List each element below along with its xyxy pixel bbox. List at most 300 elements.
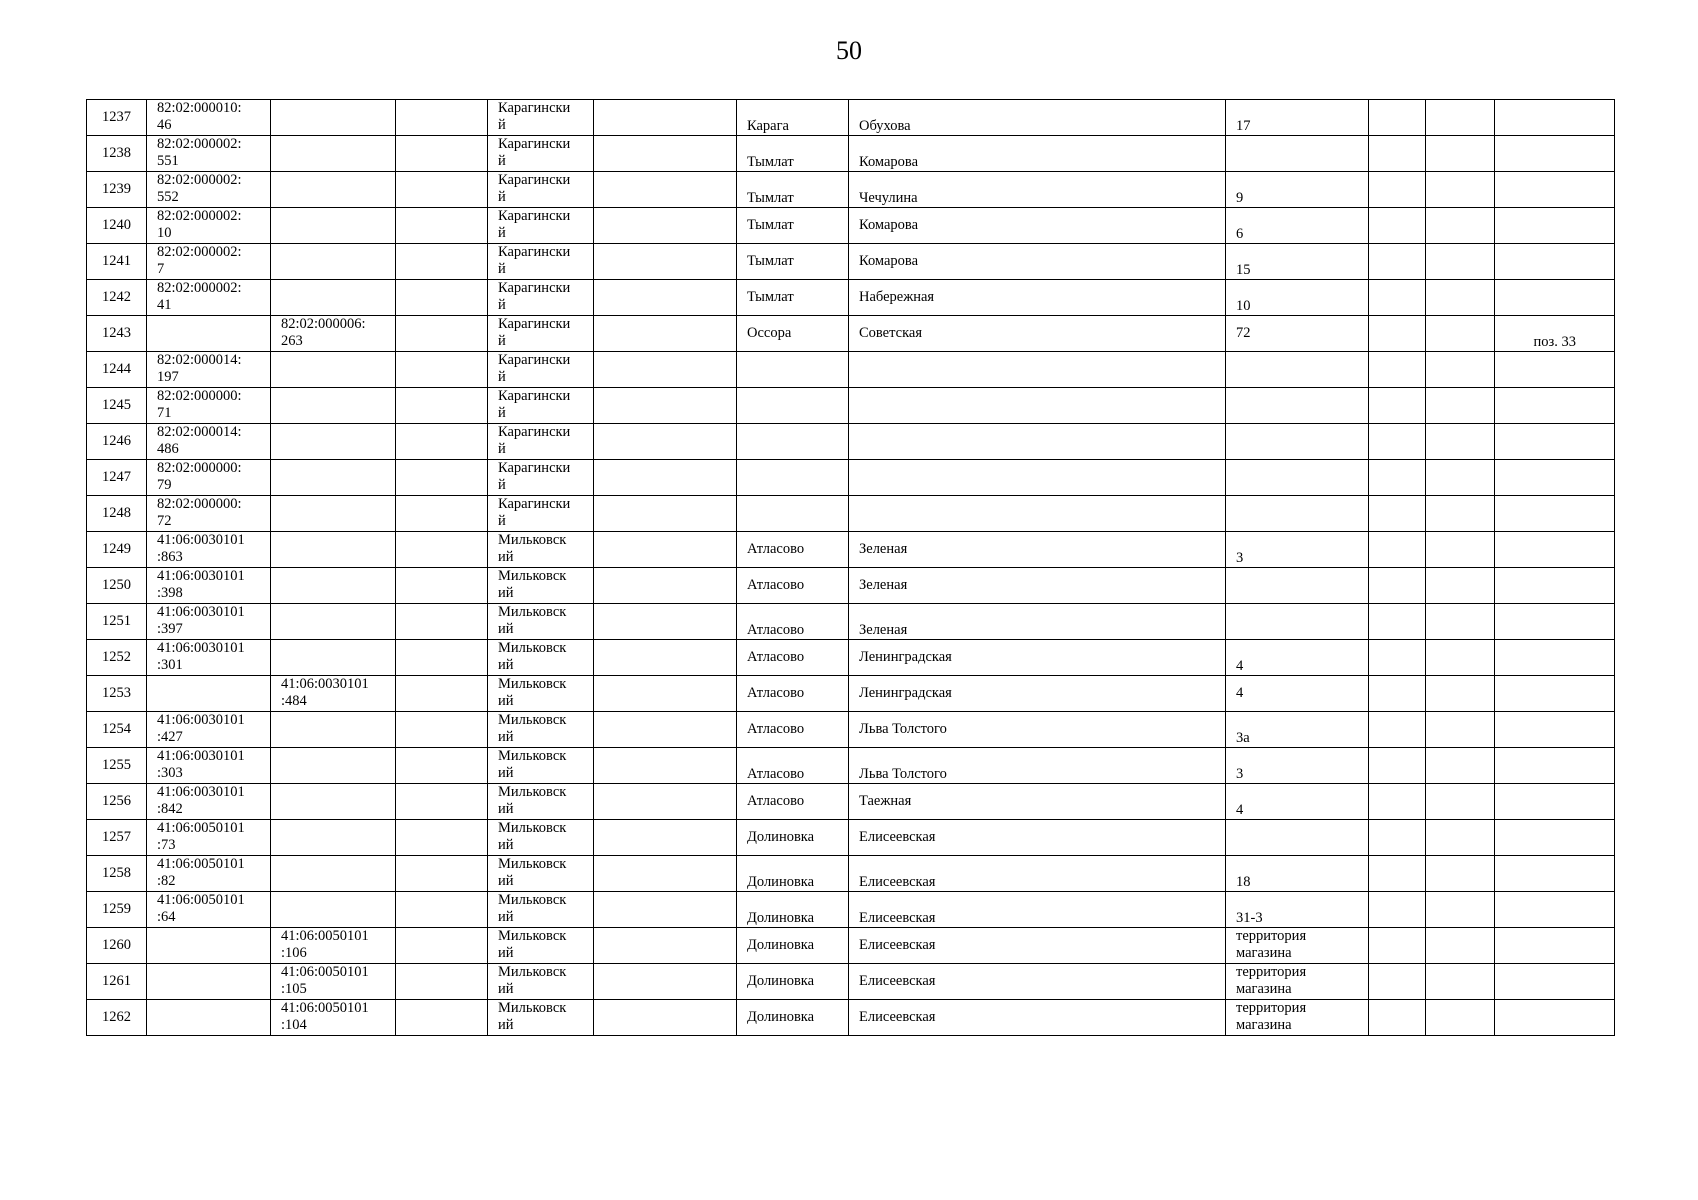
empty-cell <box>1369 964 1426 1000</box>
empty-cell <box>1369 244 1426 280</box>
empty-cell <box>396 280 488 316</box>
empty-cell <box>1369 172 1426 208</box>
empty-cell <box>396 712 488 748</box>
empty-cell <box>1426 532 1495 568</box>
table-row <box>87 1000 1615 1036</box>
empty-cell <box>396 532 488 568</box>
settlement-cell: Атласово <box>737 640 849 676</box>
cadastral-number-alt-cell: 41:06:0050101 :104 <box>271 1000 396 1036</box>
street-cell: Льва Толстого <box>849 712 1226 748</box>
cadastral-number-cell: 82:02:000002: 10 <box>147 208 271 244</box>
note-cell <box>1495 1000 1615 1036</box>
row-number-cell: 1241 <box>87 244 147 280</box>
empty-cell <box>1426 856 1495 892</box>
house-cell: 3а <box>1226 712 1369 748</box>
note-cell: поз. 33 <box>1495 316 1615 352</box>
empty-cell <box>1426 352 1495 388</box>
cadastral-number-cell: 82:02:000000: 79 <box>147 460 271 496</box>
cadastral-number-alt-cell <box>271 424 396 460</box>
note-cell <box>1495 964 1615 1000</box>
district-cell: Мильковск ий <box>488 604 594 640</box>
cadastral-number-cell: 82:02:000002: 551 <box>147 136 271 172</box>
table-row <box>87 496 1615 532</box>
row-number-cell: 1252 <box>87 640 147 676</box>
settlement-cell: Долиновка <box>737 1000 849 1036</box>
street-cell: Ленинградская <box>849 676 1226 712</box>
cadastral-number-alt-cell <box>271 892 396 928</box>
settlement-cell: Долиновка <box>737 964 849 1000</box>
empty-cell <box>594 928 737 964</box>
cadastral-number-cell: 82:02:000000: 71 <box>147 388 271 424</box>
empty-cell <box>396 208 488 244</box>
table-row <box>87 676 1615 712</box>
district-cell: Карагински й <box>488 172 594 208</box>
settlement-cell: Атласово <box>737 676 849 712</box>
house-cell: 3 <box>1226 748 1369 784</box>
empty-cell <box>396 784 488 820</box>
empty-cell <box>396 136 488 172</box>
note-cell <box>1495 928 1615 964</box>
empty-cell <box>1369 280 1426 316</box>
empty-cell <box>396 604 488 640</box>
table-row <box>87 928 1615 964</box>
empty-cell <box>594 208 737 244</box>
street-cell <box>849 424 1226 460</box>
cadastral-number-cell <box>147 964 271 1000</box>
street-cell: Ленинградская <box>849 640 1226 676</box>
district-cell: Мильковск ий <box>488 532 594 568</box>
table-row <box>87 208 1615 244</box>
cadastral-number-cell <box>147 676 271 712</box>
house-cell <box>1226 460 1369 496</box>
empty-cell <box>594 136 737 172</box>
house-cell: 9 <box>1226 172 1369 208</box>
house-cell: 10 <box>1226 280 1369 316</box>
row-number-cell: 1260 <box>87 928 147 964</box>
cadastral-number-cell: 41:06:0030101 :398 <box>147 568 271 604</box>
district-cell: Карагински й <box>488 460 594 496</box>
district-cell: Мильковск ий <box>488 640 594 676</box>
street-cell: Елисеевская <box>849 820 1226 856</box>
settlement-cell: Долиновка <box>737 820 849 856</box>
empty-cell <box>396 892 488 928</box>
house-cell: 18 <box>1226 856 1369 892</box>
row-number-cell: 1239 <box>87 172 147 208</box>
house-cell <box>1226 136 1369 172</box>
table-row <box>87 712 1615 748</box>
cadastral-number-cell: 41:06:0030101 :397 <box>147 604 271 640</box>
note-cell <box>1495 244 1615 280</box>
empty-cell <box>594 820 737 856</box>
empty-cell <box>1369 388 1426 424</box>
table-row <box>87 964 1615 1000</box>
settlement-cell: Долиновка <box>737 856 849 892</box>
empty-cell <box>1426 316 1495 352</box>
street-cell: Зеленая <box>849 532 1226 568</box>
note-cell <box>1495 676 1615 712</box>
street-cell: Елисеевская <box>849 928 1226 964</box>
house-cell <box>1226 820 1369 856</box>
cadastral-number-alt-cell <box>271 100 396 136</box>
row-number-cell: 1262 <box>87 1000 147 1036</box>
empty-cell <box>396 388 488 424</box>
cadastral-number-alt-cell <box>271 244 396 280</box>
house-cell <box>1226 352 1369 388</box>
district-cell: Мильковск ий <box>488 820 594 856</box>
table-row <box>87 856 1615 892</box>
house-cell: 72 <box>1226 316 1369 352</box>
note-cell <box>1495 604 1615 640</box>
district-cell: Мильковск ий <box>488 748 594 784</box>
cadastral-number-cell <box>147 1000 271 1036</box>
empty-cell <box>594 316 737 352</box>
empty-cell <box>594 496 737 532</box>
cadastral-number-alt-cell <box>271 784 396 820</box>
empty-cell <box>396 568 488 604</box>
cadastral-number-cell: 82:02:000002: 552 <box>147 172 271 208</box>
cadastral-number-cell: 41:06:0030101 :303 <box>147 748 271 784</box>
house-cell: 17 <box>1226 100 1369 136</box>
empty-cell <box>1426 928 1495 964</box>
street-cell: Льва Толстого <box>849 748 1226 784</box>
row-number-cell: 1237 <box>87 100 147 136</box>
empty-cell <box>396 244 488 280</box>
table-row <box>87 820 1615 856</box>
empty-cell <box>594 280 737 316</box>
table-row <box>87 604 1615 640</box>
empty-cell <box>594 784 737 820</box>
cadastral-number-cell: 82:02:000002: 7 <box>147 244 271 280</box>
row-number-cell: 1247 <box>87 460 147 496</box>
cadastral-number-alt-cell: 41:06:0030101 :484 <box>271 676 396 712</box>
empty-cell <box>396 352 488 388</box>
settlement-cell <box>737 424 849 460</box>
empty-cell <box>396 316 488 352</box>
empty-cell <box>1426 100 1495 136</box>
row-number-cell: 1255 <box>87 748 147 784</box>
street-cell: Зеленая <box>849 604 1226 640</box>
empty-cell <box>1369 928 1426 964</box>
cadastral-number-alt-cell <box>271 568 396 604</box>
cadastral-number-cell: 41:06:0030101 :863 <box>147 532 271 568</box>
empty-cell <box>594 388 737 424</box>
settlement-cell: Атласово <box>737 568 849 604</box>
cadastral-number-alt-cell <box>271 748 396 784</box>
cadastral-number-cell: 82:02:000014: 486 <box>147 424 271 460</box>
note-cell <box>1495 388 1615 424</box>
street-cell: Елисеевская <box>849 1000 1226 1036</box>
empty-cell <box>594 1000 737 1036</box>
note-cell <box>1495 208 1615 244</box>
cadastral-number-cell: 41:06:0030101 :301 <box>147 640 271 676</box>
row-number-cell: 1245 <box>87 388 147 424</box>
row-number-cell: 1240 <box>87 208 147 244</box>
cadastral-number-cell: 41:06:0050101 :82 <box>147 856 271 892</box>
empty-cell <box>1426 892 1495 928</box>
row-number-cell: 1251 <box>87 604 147 640</box>
row-number-cell: 1258 <box>87 856 147 892</box>
cadastral-number-cell <box>147 316 271 352</box>
row-number-cell: 1253 <box>87 676 147 712</box>
street-cell: Комарова <box>849 208 1226 244</box>
empty-cell <box>396 856 488 892</box>
note-cell <box>1495 748 1615 784</box>
cadastral-number-cell: 82:02:000014: 197 <box>147 352 271 388</box>
empty-cell <box>1426 244 1495 280</box>
note-cell <box>1495 172 1615 208</box>
house-cell: территория магазина <box>1226 928 1369 964</box>
note-cell <box>1495 892 1615 928</box>
cadastral-number-alt-cell <box>271 712 396 748</box>
empty-cell <box>1426 820 1495 856</box>
empty-cell <box>594 532 737 568</box>
empty-cell <box>1369 568 1426 604</box>
cadastral-number-alt-cell <box>271 208 396 244</box>
note-cell <box>1495 136 1615 172</box>
empty-cell <box>1426 172 1495 208</box>
empty-cell <box>594 172 737 208</box>
empty-cell <box>594 748 737 784</box>
table-row <box>87 388 1615 424</box>
district-cell: Мильковск ий <box>488 856 594 892</box>
settlement-cell <box>737 388 849 424</box>
empty-cell <box>1369 532 1426 568</box>
note-cell <box>1495 496 1615 532</box>
row-number-cell: 1244 <box>87 352 147 388</box>
empty-cell <box>396 640 488 676</box>
empty-cell <box>1426 1000 1495 1036</box>
table-row <box>87 748 1615 784</box>
row-number-cell: 1238 <box>87 136 147 172</box>
district-cell: Карагински й <box>488 424 594 460</box>
row-number-cell: 1257 <box>87 820 147 856</box>
empty-cell <box>396 172 488 208</box>
table-row <box>87 100 1615 136</box>
empty-cell <box>1426 568 1495 604</box>
empty-cell <box>1369 424 1426 460</box>
empty-cell <box>1369 100 1426 136</box>
empty-cell <box>396 1000 488 1036</box>
house-cell: 4 <box>1226 784 1369 820</box>
empty-cell <box>396 676 488 712</box>
house-cell <box>1226 604 1369 640</box>
empty-cell <box>1426 388 1495 424</box>
cadastral-number-alt-cell <box>271 640 396 676</box>
empty-cell <box>1369 136 1426 172</box>
district-cell: Карагински й <box>488 136 594 172</box>
district-cell: Карагински й <box>488 100 594 136</box>
cadastral-number-alt-cell <box>271 136 396 172</box>
cadastral-number-cell: 41:06:0050101 :73 <box>147 820 271 856</box>
empty-cell <box>594 640 737 676</box>
settlement-cell <box>737 460 849 496</box>
settlement-cell: Тымлат <box>737 136 849 172</box>
settlement-cell: Атласово <box>737 784 849 820</box>
empty-cell <box>1426 712 1495 748</box>
empty-cell <box>1426 640 1495 676</box>
row-number-cell: 1261 <box>87 964 147 1000</box>
empty-cell <box>1369 208 1426 244</box>
house-cell: территория магазина <box>1226 1000 1369 1036</box>
house-cell: 15 <box>1226 244 1369 280</box>
cadastral-number-alt-cell <box>271 856 396 892</box>
empty-cell <box>594 712 737 748</box>
registry-table <box>86 99 1615 1036</box>
empty-cell <box>1369 604 1426 640</box>
empty-cell <box>594 676 737 712</box>
empty-cell <box>1369 820 1426 856</box>
settlement-cell <box>737 496 849 532</box>
empty-cell <box>1426 424 1495 460</box>
district-cell: Мильковск ий <box>488 964 594 1000</box>
house-cell <box>1226 424 1369 460</box>
empty-cell <box>594 352 737 388</box>
district-cell: Карагински й <box>488 352 594 388</box>
cadastral-number-alt-cell <box>271 388 396 424</box>
district-cell: Мильковск ий <box>488 712 594 748</box>
empty-cell <box>396 928 488 964</box>
empty-cell <box>594 964 737 1000</box>
settlement-cell: Тымлат <box>737 208 849 244</box>
table-row <box>87 784 1615 820</box>
street-cell <box>849 352 1226 388</box>
table-row <box>87 424 1615 460</box>
empty-cell <box>1426 964 1495 1000</box>
empty-cell <box>1426 784 1495 820</box>
street-cell: Чечулина <box>849 172 1226 208</box>
empty-cell <box>594 100 737 136</box>
settlement-cell <box>737 352 849 388</box>
empty-cell <box>396 964 488 1000</box>
street-cell: Советская <box>849 316 1226 352</box>
house-cell: территория магазина <box>1226 964 1369 1000</box>
empty-cell <box>396 748 488 784</box>
settlement-cell: Тымлат <box>737 280 849 316</box>
table-row <box>87 280 1615 316</box>
row-number-cell: 1256 <box>87 784 147 820</box>
house-cell <box>1226 496 1369 532</box>
empty-cell <box>594 604 737 640</box>
empty-cell <box>1369 856 1426 892</box>
note-cell <box>1495 280 1615 316</box>
empty-cell <box>594 892 737 928</box>
empty-cell <box>1426 460 1495 496</box>
row-number-cell: 1242 <box>87 280 147 316</box>
empty-cell <box>396 424 488 460</box>
street-cell: Елисеевская <box>849 856 1226 892</box>
row-number-cell: 1249 <box>87 532 147 568</box>
cadastral-number-cell: 82:02:000010: 46 <box>147 100 271 136</box>
cadastral-number-alt-cell <box>271 460 396 496</box>
empty-cell <box>1369 352 1426 388</box>
table-row <box>87 172 1615 208</box>
district-cell: Карагински й <box>488 496 594 532</box>
empty-cell <box>1369 676 1426 712</box>
note-cell <box>1495 820 1615 856</box>
empty-cell <box>1369 784 1426 820</box>
cadastral-number-alt-cell <box>271 352 396 388</box>
settlement-cell: Долиновка <box>737 928 849 964</box>
street-cell: Елисеевская <box>849 892 1226 928</box>
street-cell: Таежная <box>849 784 1226 820</box>
district-cell: Карагински й <box>488 244 594 280</box>
row-number-cell: 1246 <box>87 424 147 460</box>
empty-cell <box>1426 136 1495 172</box>
street-cell: Комарова <box>849 136 1226 172</box>
street-cell: Набережная <box>849 280 1226 316</box>
row-number-cell: 1250 <box>87 568 147 604</box>
empty-cell <box>1426 280 1495 316</box>
empty-cell <box>1426 748 1495 784</box>
note-cell <box>1495 532 1615 568</box>
district-cell: Мильковск ий <box>488 568 594 604</box>
street-cell: Елисеевская <box>849 964 1226 1000</box>
settlement-cell: Атласово <box>737 712 849 748</box>
empty-cell <box>396 496 488 532</box>
table-row <box>87 892 1615 928</box>
cadastral-number-cell: 41:06:0030101 :842 <box>147 784 271 820</box>
settlement-cell: Долиновка <box>737 892 849 928</box>
empty-cell <box>1369 712 1426 748</box>
note-cell <box>1495 712 1615 748</box>
district-cell: Мильковск ий <box>488 928 594 964</box>
street-cell: Обухова <box>849 100 1226 136</box>
cadastral-number-alt-cell <box>271 604 396 640</box>
page-number: 50 <box>836 36 862 65</box>
empty-cell <box>396 460 488 496</box>
street-cell <box>849 496 1226 532</box>
cadastral-number-alt-cell <box>271 172 396 208</box>
settlement-cell: Оссора <box>737 316 849 352</box>
house-cell: 4 <box>1226 676 1369 712</box>
district-cell: Карагински й <box>488 280 594 316</box>
row-number-cell: 1254 <box>87 712 147 748</box>
empty-cell <box>594 424 737 460</box>
table-row <box>87 244 1615 280</box>
empty-cell <box>396 100 488 136</box>
house-cell: 3 <box>1226 532 1369 568</box>
settlement-cell: Атласово <box>737 604 849 640</box>
street-cell: Комарова <box>849 244 1226 280</box>
settlement-cell: Тымлат <box>737 244 849 280</box>
table-row <box>87 316 1615 352</box>
house-cell <box>1226 568 1369 604</box>
empty-cell <box>1426 676 1495 712</box>
district-cell: Мильковск ий <box>488 784 594 820</box>
cadastral-number-alt-cell: 41:06:0050101 :105 <box>271 964 396 1000</box>
settlement-cell: Карага <box>737 100 849 136</box>
house-cell: 6 <box>1226 208 1369 244</box>
row-number-cell: 1259 <box>87 892 147 928</box>
district-cell: Карагински й <box>488 316 594 352</box>
house-cell <box>1226 388 1369 424</box>
note-cell <box>1495 856 1615 892</box>
cadastral-number-cell: 82:02:000002: 41 <box>147 280 271 316</box>
registry-body <box>87 100 1615 1036</box>
cadastral-number-alt-cell <box>271 496 396 532</box>
note-cell <box>1495 640 1615 676</box>
cadastral-number-alt-cell <box>271 280 396 316</box>
district-cell: Мильковск ий <box>488 676 594 712</box>
note-cell <box>1495 424 1615 460</box>
street-cell <box>849 388 1226 424</box>
note-cell <box>1495 100 1615 136</box>
empty-cell <box>594 460 737 496</box>
table-row <box>87 568 1615 604</box>
empty-cell <box>1369 496 1426 532</box>
note-cell <box>1495 784 1615 820</box>
note-cell <box>1495 460 1615 496</box>
